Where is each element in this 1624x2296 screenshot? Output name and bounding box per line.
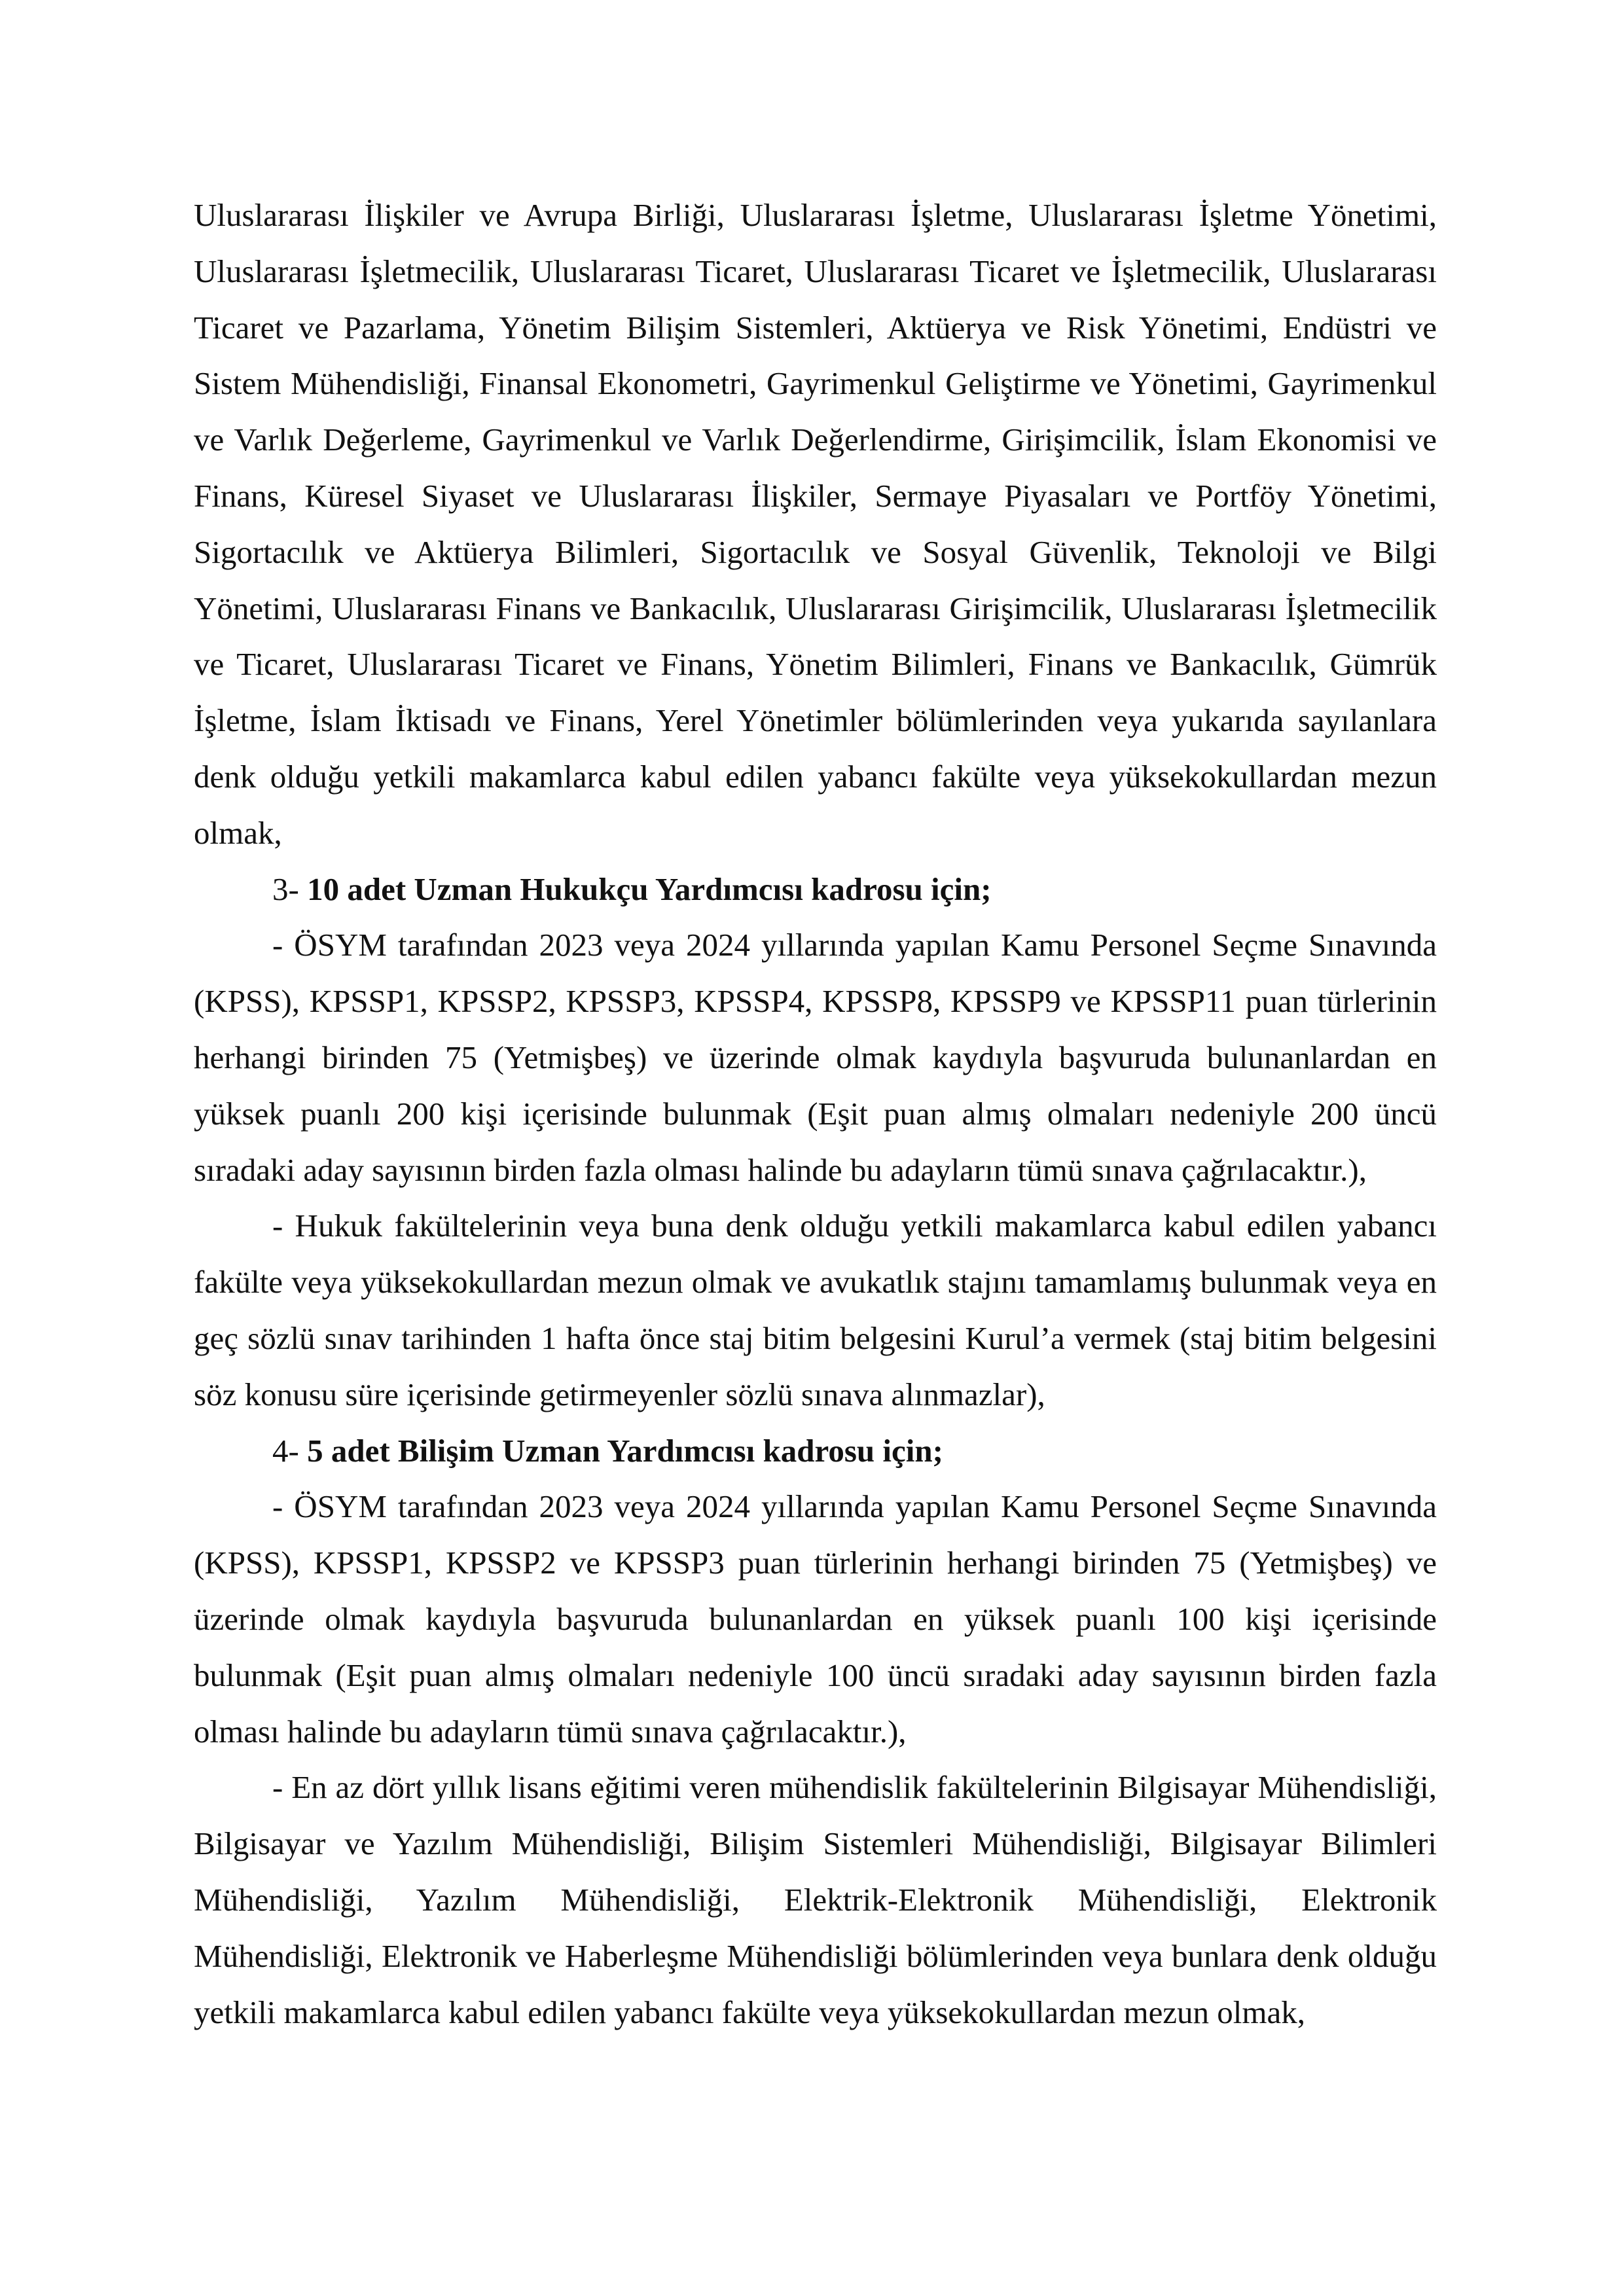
section-4-title: 5 adet Bilişim Uzman Yardımcısı kadrosu için; <box>307 1432 943 1469</box>
continuation-paragraph: Uluslararası İlişkiler ve Avrupa Birliği, Uluslararası İşletme, Uluslararası İşletme Yönetimi, Uluslararası İşletmecilik, Uluslararası Ticaret, Uluslararası Ticaret ve İşletmecilik, Uluslararası Ticaret ve Pazarlama, Yönetim Bilişim Sistemleri, Aktüerya ve Risk Yönetimi, Endüstri ve Sistem Mühendisliği, Finansal Ekonometri, Gayrimenkul Geliştirme ve Yönetimi, Gayrimenkul ve Varlık Değerleme, Gayrimenkul ve Varlık Değerlendirme, Girişimcilik, İslam Ekonomisi ve Finans, Küresel Siyaset ve Uluslararası İlişkiler, Sermaye Piyasaları ve Portföy Yönetimi, Sigortacılık ve Aktüerya Bilimleri, Sigortacılık ve Sosyal Güvenlik, Teknoloji ve Bilgi Yönetimi, Uluslararası Finans ve Bankacılık, Uluslararası Girişimcilik, Uluslararası İşletmecilik ve Ticaret, Uluslararası Ticaret ve Finans, Yönetim Bilimleri, Finans ve Bankacılık, Gümrük İşletme, İslam İktisadı ve Finans, Yerel Yönetimler bölümlerinden veya yukarıda sayılanlara denk olduğu yetkili makamlarca kabul edilen yabancı fakülte veya yüksekokullardan mezun olmak, <box>194 197 1437 851</box>
section-4-item-1: - ÖSYM tarafından 2023 veya 2024 yıllarında yapılan Kamu Personel Seçme Sınavında (KPSS), KPSSP1, KPSSP2 ve KPSSP3 puan türlerinin herhangi birinden 75 (Yetmişbeş) ve üzerinde olmak kaydıyla başvuruda bulunanlardan en yüksek puanlı 100 kişi içerisinde bulunmak (Eşit puan almış olmaları nedeniyle 100 üncü sıradaki aday sayısının birden fazla olması halinde bu adayların tümü sınava çağrılacaktır.), <box>194 1488 1437 1749</box>
section-3-heading <box>194 861 1437 918</box>
section-4-item-2: - En az dört yıllık lisans eğitimi veren mühendislik fakültelerinin Bilgisayar Mühendisliği, Bilgisayar ve Yazılım Mühendisliği, Bilişim Sistemleri Mühendisliği, Bilgisayar Bilimleri Mühendisliği, Yazılım Mühendisliği, Elektrik-Elektronik Mühendisliği, Elektronik Mühendisliği, Elektronik ve Haberleşme Mühendisliği bölümlerinden veya bunlara denk olduğu yetkili makamlarca kabul edilen yabancı fakülte veya yüksekokullardan mezun olmak, <box>194 1769 1437 2030</box>
section-3-item-1: - ÖSYM tarafından 2023 veya 2024 yıllarında yapılan Kamu Personel Seçme Sınavında (KPSS), KPSSP1, KPSSP2, KPSSP3, KPSSP4, KPSSP8, KPSSP9 ve KPSSP11 puan türlerinin herhangi birinden 75 (Yetmişbeş) ve üzerinde olmak kaydıyla başvuruda bulunanlardan en yüksek puanlı 200 kişi içerisinde bulunmak (Eşit puan almış olmaları nedeniyle 200 üncü sıradaki aday sayısının birden fazla olması halinde bu adayların tümü sınava çağrılacaktır.), <box>194 927 1437 1188</box>
section-4-heading <box>194 1423 1437 1479</box>
section-3-item-2: - Hukuk fakültelerinin veya buna denk olduğu yetkili makamlarca kabul edilen yabancı fakülte veya yüksekokullardan mezun olmak ve avukatlık stajını tamamlamış bulunmak veya en geç sözlü sınav tarihinden 1 hafta önce staj bitim belgesini Kurul’a vermek (staj bitim belgesini söz konusu süre içerisinde getirmeyenler sözlü sınava alınmazlar), <box>194 1208 1437 1412</box>
document-page <box>194 187 1437 2040</box>
section-4-number: 4- <box>272 1432 299 1469</box>
section-3-number: 3- <box>272 870 299 907</box>
section-3-title: 10 adet Uzman Hukukçu Yardımcısı kadrosu için; <box>307 870 992 907</box>
